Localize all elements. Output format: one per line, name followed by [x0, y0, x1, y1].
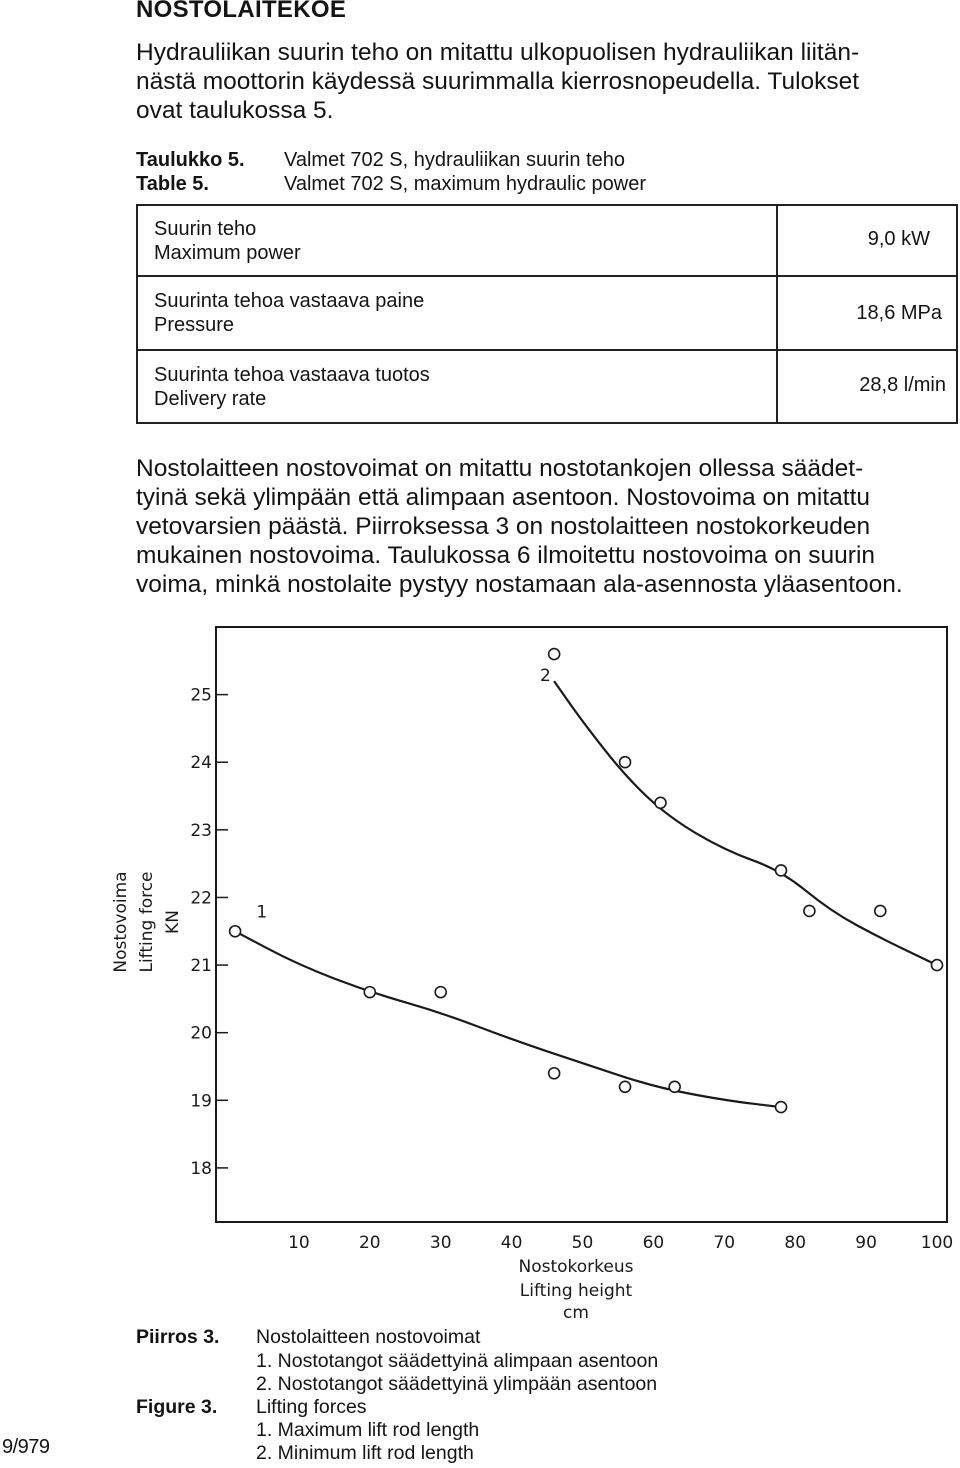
table-caption-fi-prefix: Taulukko 5. [136, 149, 245, 171]
y-tick-label: 24 [190, 753, 212, 774]
y-tick-label: 19 [190, 1091, 212, 1112]
table-caption-fi-text: Valmet 702 S, hydrauliikan suurin teho [284, 149, 625, 171]
table-row-label-fi: Suurin teho [154, 218, 257, 240]
y-axis-label-line: Lifting force [137, 871, 157, 973]
y-axis-label-line: KN [163, 910, 183, 934]
figure-caption-en-title: Lifting forces [256, 1396, 367, 1418]
y-axis-label [111, 871, 183, 972]
body-line: Nostolaitteen nostovoimat on mitattu nostotankojen ollessa säädet- [136, 455, 864, 482]
y-axis-label-line: Nostovoima [111, 871, 131, 973]
body-line: mukainen nostovoima. Taulukossa 6 ilmoitettu nostovoima on suurin [136, 542, 876, 569]
series-labels [256, 666, 550, 923]
figure-caption-en-item: 1. Maximum lift rod length [256, 1419, 480, 1441]
x-axis-label-line: Lifting height [519, 1281, 633, 1301]
figure-caption-en-item: 2. Minimum lift rod length [256, 1442, 474, 1464]
page-number: 9/979 [2, 1436, 50, 1458]
x-tick-label: 80 [784, 1233, 807, 1253]
data-point-2 [932, 960, 943, 971]
x-tick-label: 70 [713, 1233, 736, 1253]
chart-curves [235, 681, 937, 1107]
y-tick-label: 18 [190, 1158, 212, 1179]
x-axis-ticks [288, 1233, 953, 1253]
figure-caption-fi-item: 1. Nostotangot säädettyinä alimpaan asentoon [256, 1350, 659, 1372]
section-heading: NOSTOLAITEKOE [136, 0, 347, 23]
table-row-label-fi: Suurinta tehoa vastaava tuotos [154, 364, 430, 386]
y-tick-label: 22 [190, 888, 212, 909]
table-row-value: 28,8 l/min [859, 374, 946, 396]
intro-line: ovat taulukossa 5. [136, 97, 334, 124]
data-point-1 [620, 1081, 631, 1092]
data-point-1 [230, 926, 241, 937]
x-tick-label: 60 [642, 1233, 665, 1253]
x-tick-label: 10 [288, 1233, 310, 1253]
intro-line: Hydrauliikan suurin teho on mitattu ulkopuolisen hydrauliikan liitän- [136, 39, 860, 66]
x-axis-label-line: cm [563, 1303, 589, 1323]
table-row-label-en: Pressure [154, 314, 235, 336]
figure-caption-fi-item: 2. Nostotangot säädettyinä ylimpään asentoon [256, 1373, 658, 1395]
data-point-1 [364, 987, 375, 998]
series-label-1: 1 [256, 902, 268, 923]
figure-caption-fi-prefix: Piirros 3. [136, 1326, 220, 1348]
data-point-1 [549, 1068, 560, 1079]
x-tick-label: 20 [358, 1233, 381, 1253]
data-point-1 [435, 987, 446, 998]
table-row-label-fi: Suurinta tehoa vastaava paine [154, 290, 425, 312]
data-point-1 [776, 1102, 787, 1113]
data-point-2 [655, 797, 666, 808]
chart-frame [216, 627, 947, 1222]
x-tick-label: 90 [855, 1233, 877, 1253]
data-point-1 [669, 1081, 680, 1092]
data-point-2 [549, 649, 560, 660]
table-row-value: 9,0 kW [867, 228, 930, 250]
data-point-2 [875, 905, 886, 916]
y-tick-label: 23 [190, 820, 212, 841]
body-line: tyinä sekä ylimpään että alimpaan asentoon. Nostovoima on mitattu [136, 484, 871, 511]
data-point-2 [620, 757, 631, 768]
x-tick-label: 100 [920, 1233, 954, 1253]
chart-points [230, 649, 943, 1113]
figure-caption-fi-title: Nostolaitteen nostovoimat [256, 1326, 481, 1348]
y-tick-label: 25 [190, 685, 212, 706]
table-caption-en-text: Valmet 702 S, maximum hydraulic power [284, 173, 646, 195]
y-tick-label: 20 [190, 1023, 212, 1044]
series-curve-1 [235, 931, 781, 1107]
body-line: voima, minkä nostolaite pystyy nostamaan ala-asennosta yläasentoon. [136, 571, 903, 598]
y-tick-label: 21 [190, 956, 212, 977]
series-curve-2 [554, 681, 937, 965]
x-tick-label: 30 [429, 1233, 452, 1253]
x-tick-label: 50 [571, 1233, 594, 1253]
series-label-2: 2 [539, 666, 551, 687]
figure-caption-en-prefix: Figure 3. [136, 1396, 218, 1418]
table-row-label-en: Maximum power [154, 242, 301, 264]
table-caption-en-prefix: Table 5. [136, 173, 209, 195]
x-tick-label: 40 [500, 1233, 523, 1253]
intro-line: nästä moottorin käydessä suurimmalla kierrosnopeudella. Tulokset [136, 68, 860, 95]
x-axis-label [519, 1257, 634, 1323]
data-point-2 [776, 865, 787, 876]
y-axis-ticks [190, 686, 228, 1179]
x-axis-label-line: Nostokorkeus [518, 1257, 634, 1277]
data-point-2 [804, 905, 815, 916]
table-row-label-en: Delivery rate [154, 388, 267, 410]
body-line: vetovarsien päästä. Piirroksessa 3 on nostolaitteen nostokorkeuden [136, 513, 871, 540]
table-row-value: 18,6 MPa [856, 302, 942, 324]
